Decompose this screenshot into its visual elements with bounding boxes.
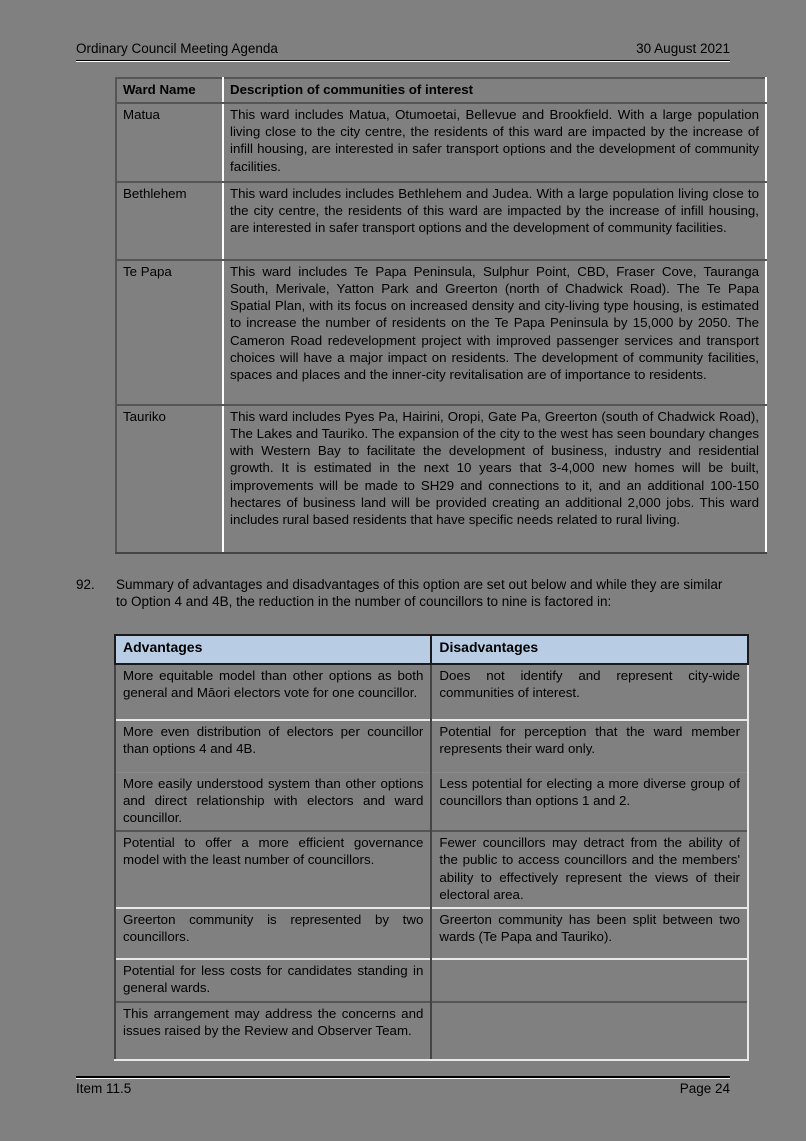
ward-description: This ward includes Matua, Otumoetai, Bellevue and Brookfield. With a large population living close to the city centre, the residents of this ward are impacted by the increase of infill housing, are interested in safer transport options and the development of community facilities. xyxy=(223,103,766,182)
ward-name: Bethlehem xyxy=(116,182,223,260)
page-footer xyxy=(76,1076,730,1098)
table-row xyxy=(116,182,766,260)
advantages-table xyxy=(114,634,749,1061)
table-row xyxy=(116,405,766,553)
document-title: Ordinary Council Meeting Agenda xyxy=(76,41,278,56)
paragraph-number: 92. xyxy=(76,577,95,592)
advantage-cell: Potential for less costs for candidates standing in general wards. xyxy=(115,959,431,1002)
ward-name: Tauriko xyxy=(116,405,223,553)
disadvantage-cell: Does not identify and represent city-wide communities of interest. xyxy=(431,664,748,720)
table-row xyxy=(115,664,748,720)
item-number: Item 11.5 xyxy=(76,1081,132,1096)
page-header xyxy=(76,40,730,61)
page-number: Page 24 xyxy=(679,1081,730,1096)
ward-description: This ward includes includes Bethlehem and Judea. With a large population living close to the city centre, the residents of this ward are impacted by the increase of infill housing, are interested in safer transport options and the development of community facilities. xyxy=(223,182,766,260)
table-header-row xyxy=(115,635,748,664)
column-header-description: Description of communities of interest xyxy=(223,78,766,103)
advantage-cell: More equitable model than other options as both general and Māori electors vote for one councillor. xyxy=(115,664,431,720)
advantage-cell: Greerton community is represented by two councillors. xyxy=(115,908,431,959)
disadvantage-cell xyxy=(431,959,748,1002)
table-header-row xyxy=(116,78,766,103)
ward-description: This ward includes Pyes Pa, Hairini, Oropi, Gate Pa, Greerton (south of Chadwick Road), The Lakes and Tauriko. The expansion of the city to the west has seen boundary changes with Western Bay to facilitate the development of business, industry and residential growth. It is estimated in the next 10 years that 3-4,000 new homes will be built, improvements will be made to SH29 and connections to it, and an additional 100-150 hectares of business land will be provided creating an additional 2,000 jobs. This ward includes rural based residents that have specific needs related to rural living. xyxy=(223,405,766,553)
table-row xyxy=(116,260,766,405)
column-header-disadvantages: Disadvantages xyxy=(431,635,748,664)
table-row xyxy=(115,720,748,772)
table-row xyxy=(115,959,748,1002)
disadvantage-cell: Fewer councillors may detract from the ability of the public to access councillors and the members' ability to effectively represent the views of their electoral area. xyxy=(431,831,748,908)
table-row xyxy=(116,103,766,182)
column-header-ward-name: Ward Name xyxy=(116,78,223,103)
wards-table xyxy=(115,77,767,554)
ward-name: Te Papa xyxy=(116,260,223,405)
paragraph-text: Summary of advantages and disadvantages of this option are set out below and while they are similar to Option 4 and 4B, the reduction in the number of councillors to nine is factored in: xyxy=(116,577,723,609)
table-row xyxy=(115,831,748,908)
table-row xyxy=(115,772,748,831)
advantage-cell: This arrangement may address the concerns and issues raised by the Review and Observer Team. xyxy=(115,1002,431,1060)
advantage-cell: Potential to offer a more efficient governance model with the least number of councillors. xyxy=(115,831,431,908)
disadvantage-cell: Potential for perception that the ward member represents their ward only. xyxy=(431,720,748,772)
table-row xyxy=(115,908,748,959)
meeting-date: 30 August 2021 xyxy=(636,41,730,56)
disadvantage-cell: Greerton community has been split between two wards (Te Papa and Tauriko). xyxy=(431,908,748,959)
column-header-advantages: Advantages xyxy=(115,635,431,664)
ward-description: This ward includes Te Papa Peninsula, Sulphur Point, CBD, Fraser Cove, Tauranga South, Merivale, Yatton Park and Greerton (north of Chadwick Road). The Te Papa Spatial Plan, with its focus on increased density and city-living type housing, is estimated to increase the number of residents on the Te Papa Peninsula by 15,000 by 2050. The Cameron Road redevelopment project with improved passenger services and transport choices will have a major impact on residents. The development of community facilities, spaces and places and the inner-city revitalisation are of importance to residents. xyxy=(223,260,766,405)
table-row xyxy=(115,1002,748,1060)
disadvantage-cell xyxy=(431,1002,748,1060)
ward-name: Matua xyxy=(116,103,223,182)
advantage-cell: More easily understood system than other options and direct relationship with electors and ward councillor. xyxy=(115,772,431,831)
disadvantage-cell: Less potential for electing a more diverse group of councillors than options 1 and 2. xyxy=(431,772,748,831)
advantage-cell: More even distribution of electors per councillor than options 4 and 4B. xyxy=(115,720,431,772)
